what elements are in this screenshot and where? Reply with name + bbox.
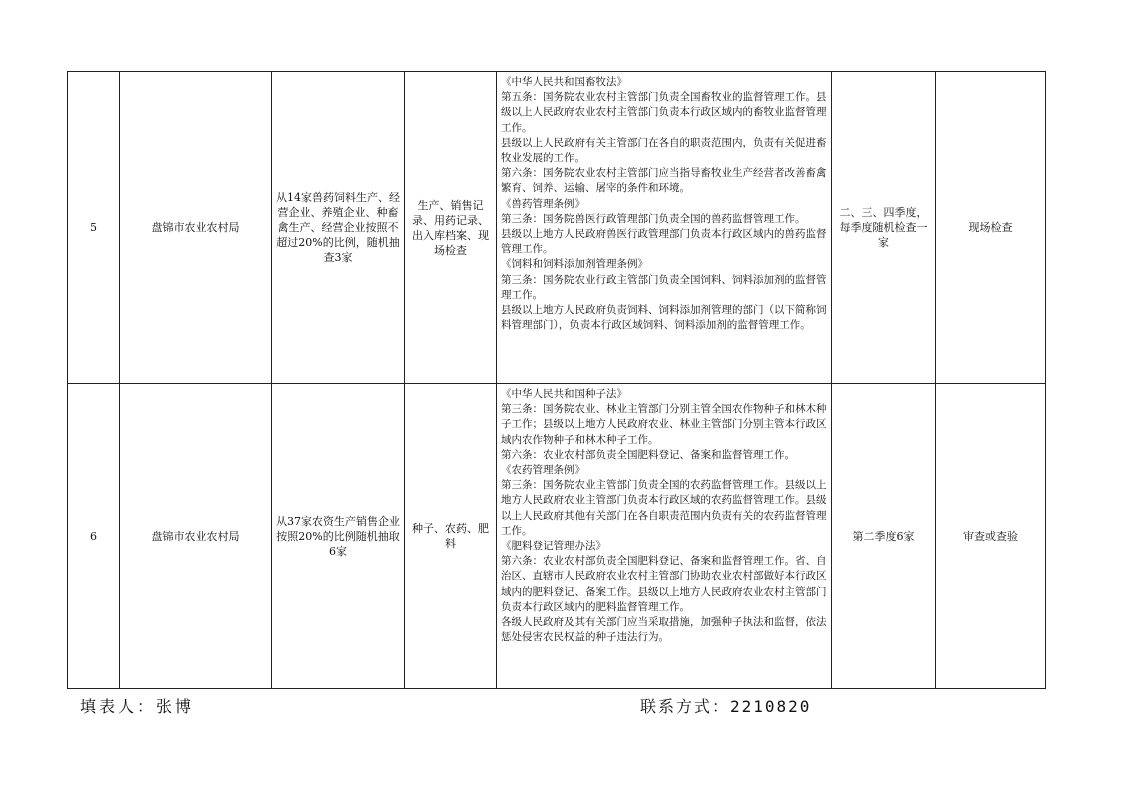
basis-line: 《饲料和饲料添加剂管理条例》 [501,258,648,271]
basis-line: 县级以上地方人民政府兽医行政管理部门负责本行政区域内的兽药监督管理工作。 [501,228,827,256]
department-cell: 盘锦市农业农村局 [120,72,272,384]
basis-line: 《农药管理条例》 [501,464,585,477]
scope-cell: 从37家农资生产销售企业按照20%的比例随机抽取6家 [272,384,405,689]
contact-info: 联系方式：2210820 [640,697,812,716]
form-filler: 填表人：张博 [80,697,195,716]
basis-line: 第三条：国务院农业行政主管部门负责全国饲料、饲料添加剂的监督管理工作。 [501,273,827,301]
basis-line: 第三条：国务院兽医行政管理部门负责全国的兽药监督管理工作。 [501,212,806,225]
department-cell: 盘锦市农业农村局 [120,384,272,689]
basis-line: 第六条：农业农村部负责全国肥料登记、备案和监督管理工作。 [501,448,795,461]
schedule-cell: 第二季度6家 [832,384,936,689]
inspection-table [67,71,1046,689]
basis-line: 第六条：农业农村部负责全国肥料登记、备案和监督管理工作。省、自治区、直辖市人民政府农业农村主管部门协助农业农村部做好本行政区域内的肥料登记、备案工作。县级以上地方人民政府农业农村主管部门负责本行政区域内的肥料监督管理工作。 [501,555,827,613]
basis-line: 各级人民政府及其有关部门应当采取措施，加强种子执法和监督，依法惩处侵害农民权益的种子违法行为。 [501,616,827,644]
scope-cell: 从14家兽药饲料生产、经营企业、养殖企业、种畜禽生产、经营企业按照不超过20%的比例，随机抽查3家 [272,72,405,384]
schedule-cell: 二、三、四季度，每季度随机检查一家 [832,72,936,384]
basis-line: 第六条：国务院农业农村主管部门应当指导畜牧业生产经营者改善畜禽繁育、饲养、运输、屠宰的条件和环境。 [501,167,827,195]
basis-line: 《中华人民共和国畜牧法》 [501,76,627,88]
basis-line: 第五条：国务院农业农村主管部门负责全国畜牧业的监督管理工作。县级以上人民政府农业农村主管部门负责本行政区域内的畜牧业监督管理工作。 [501,91,827,134]
inspection-items-cell: 生产、销售记录、用药记录、出入库档案、现场检查 [405,72,497,384]
inspection-items-cell: 种子、农药、肥料 [405,384,497,689]
table-row [68,384,1046,689]
basis-line: 《肥料登记管理办法》 [501,540,606,553]
row-number: 5 [68,72,120,384]
basis-line: 《中华人民共和国种子法》 [501,388,627,400]
method-cell: 审查或查验 [936,384,1046,689]
row-number: 6 [68,384,120,689]
basis-line: 县级以上人民政府有关主管部门在各自的职责范围内，负责有关促进畜牧业发展的工作。 [501,136,827,165]
basis-line: 第三条：国务院农业主管部门负责全国的农药监督管理工作。县级以上地方人民政府农业主管部门负责本行政区域的农药监督管理工作。县级以上人民政府其他有关部门在各自职责范围内负责有关的农药监督管理工作。 [501,479,827,537]
legal-basis-cell [497,72,832,384]
basis-line: 县级以上地方人民政府负责饲料、饲料添加剂管理的部门（以下简称饲料管理部门），负责本行政区域饲料、饲料添加剂的监督管理工作。 [501,304,827,332]
basis-line: 第三条：国务院农业、林业主管部门分别主管全国农作物种子和林木种子工作；县级以上地方人民政府农业、林业主管部门分别主管本行政区域内农作物种子和林木种子工作。 [501,403,827,446]
basis-line: 《兽药管理条例》 [501,197,585,210]
legal-basis-cell [497,384,832,689]
method-cell: 现场检查 [936,72,1046,384]
table-row [68,72,1046,384]
